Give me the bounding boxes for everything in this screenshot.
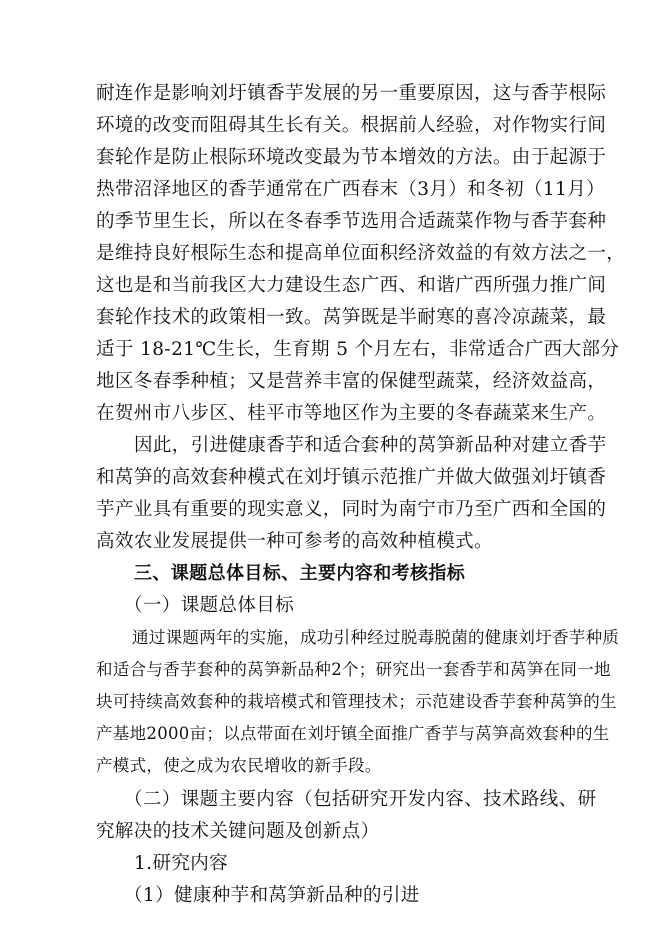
paragraph-1-line-11: 在贺州市八步区、桂平市等地区作为主要的冬春蔬菜来生产。 (96, 403, 607, 424)
subsection-1-heading: （一）课题总体目标 (124, 595, 295, 616)
paragraph-3-line-4: 产基地2000亩；以点带面在刘圩镇全面推广香芋与莴笋高效套种的生 (96, 724, 610, 743)
paragraph-2-line-4: 高效农业发展提供一种可参考的高效种植模式。 (96, 531, 493, 552)
paragraph-1-line-1: 耐连作是影响刘圩镇香芋发展的另一重要原因，这与香芋根际 (96, 83, 607, 104)
paragraph-1-line-6: 是维持良好根际生态和提高单位面积经济效益的有效方法之一， (96, 243, 626, 264)
paragraph-1-line-7: 这也是和当前我区大力建设生态广西、和谐广西所强力推广间 (96, 275, 607, 296)
subsection-2-heading-line-2: 究解决的技术关键问题及创新点） (96, 821, 380, 842)
paragraph-1-line-3: 套轮作是防止根际环境改变最为节本增效的方法。由于起源于 (96, 147, 607, 168)
paragraph-3-line-1: 通过课题两年的实施，成功引种经过脱毒脱菌的健康刘圩香芋种质 (132, 628, 620, 647)
paragraph-2-line-3: 芋产业具有重要的现实意义，同时为南宁市乃至广西和全国的 (96, 499, 607, 520)
paragraph-1-line-10: 地区冬春季种植；又是营养丰富的保健型蔬菜，经济效益高， (96, 371, 607, 392)
paragraph-2-line-1: 因此，引进健康香芋和适合套种的莴笋新品种对建立香芋 (134, 435, 607, 456)
paragraph-1-line-5: 的季节里生长，所以在冬春季节选用合适蔬菜作物与香芋套种 (96, 211, 607, 232)
paragraph-1-line-8: 套轮作技术的政策相一致。莴笋既是半耐寒的喜冷凉蔬菜，最 (96, 307, 607, 328)
paragraph-1-line-4: 热带沼泽地区的香芋通常在广西春末（3月）和冬初（11月） (96, 179, 606, 200)
section-3-heading: 三、课题总体目标、主要内容和考核指标 (134, 563, 466, 584)
subsection-2-heading-line-1: （二）课题主要内容（包括研究开发内容、技术路线、研 (124, 789, 597, 810)
paragraph-3-line-2: 和适合与香芋套种的莴笋新品种2个；研究出一套香芋和莴笋在同一地 (96, 660, 611, 679)
paragraph-3-line-5: 产模式，使之成为农民增收的新手段。 (96, 756, 382, 775)
paragraph-3-line-3: 块可持续高效套种的栽培模式和管理技术；示范建设香芋套种莴笋的生 (96, 692, 617, 711)
paragraph-1-line-2: 环境的改变而阻碍其生长有关。根据前人经验，对作物实行间 (96, 115, 607, 136)
paragraph-2-line-2: 和莴笋的高效套种模式在刘圩镇示范推广并做大做强刘圩镇香 (96, 467, 607, 488)
item-1-1-heading: （1）健康种芋和莴笋新品种的引进 (124, 885, 420, 906)
paragraph-1-line-9: 适于 18-21℃生长，生育期 5 个月左右，非常适合广西大部分 (96, 339, 620, 360)
item-1-heading: 1.研究内容 (134, 853, 229, 874)
